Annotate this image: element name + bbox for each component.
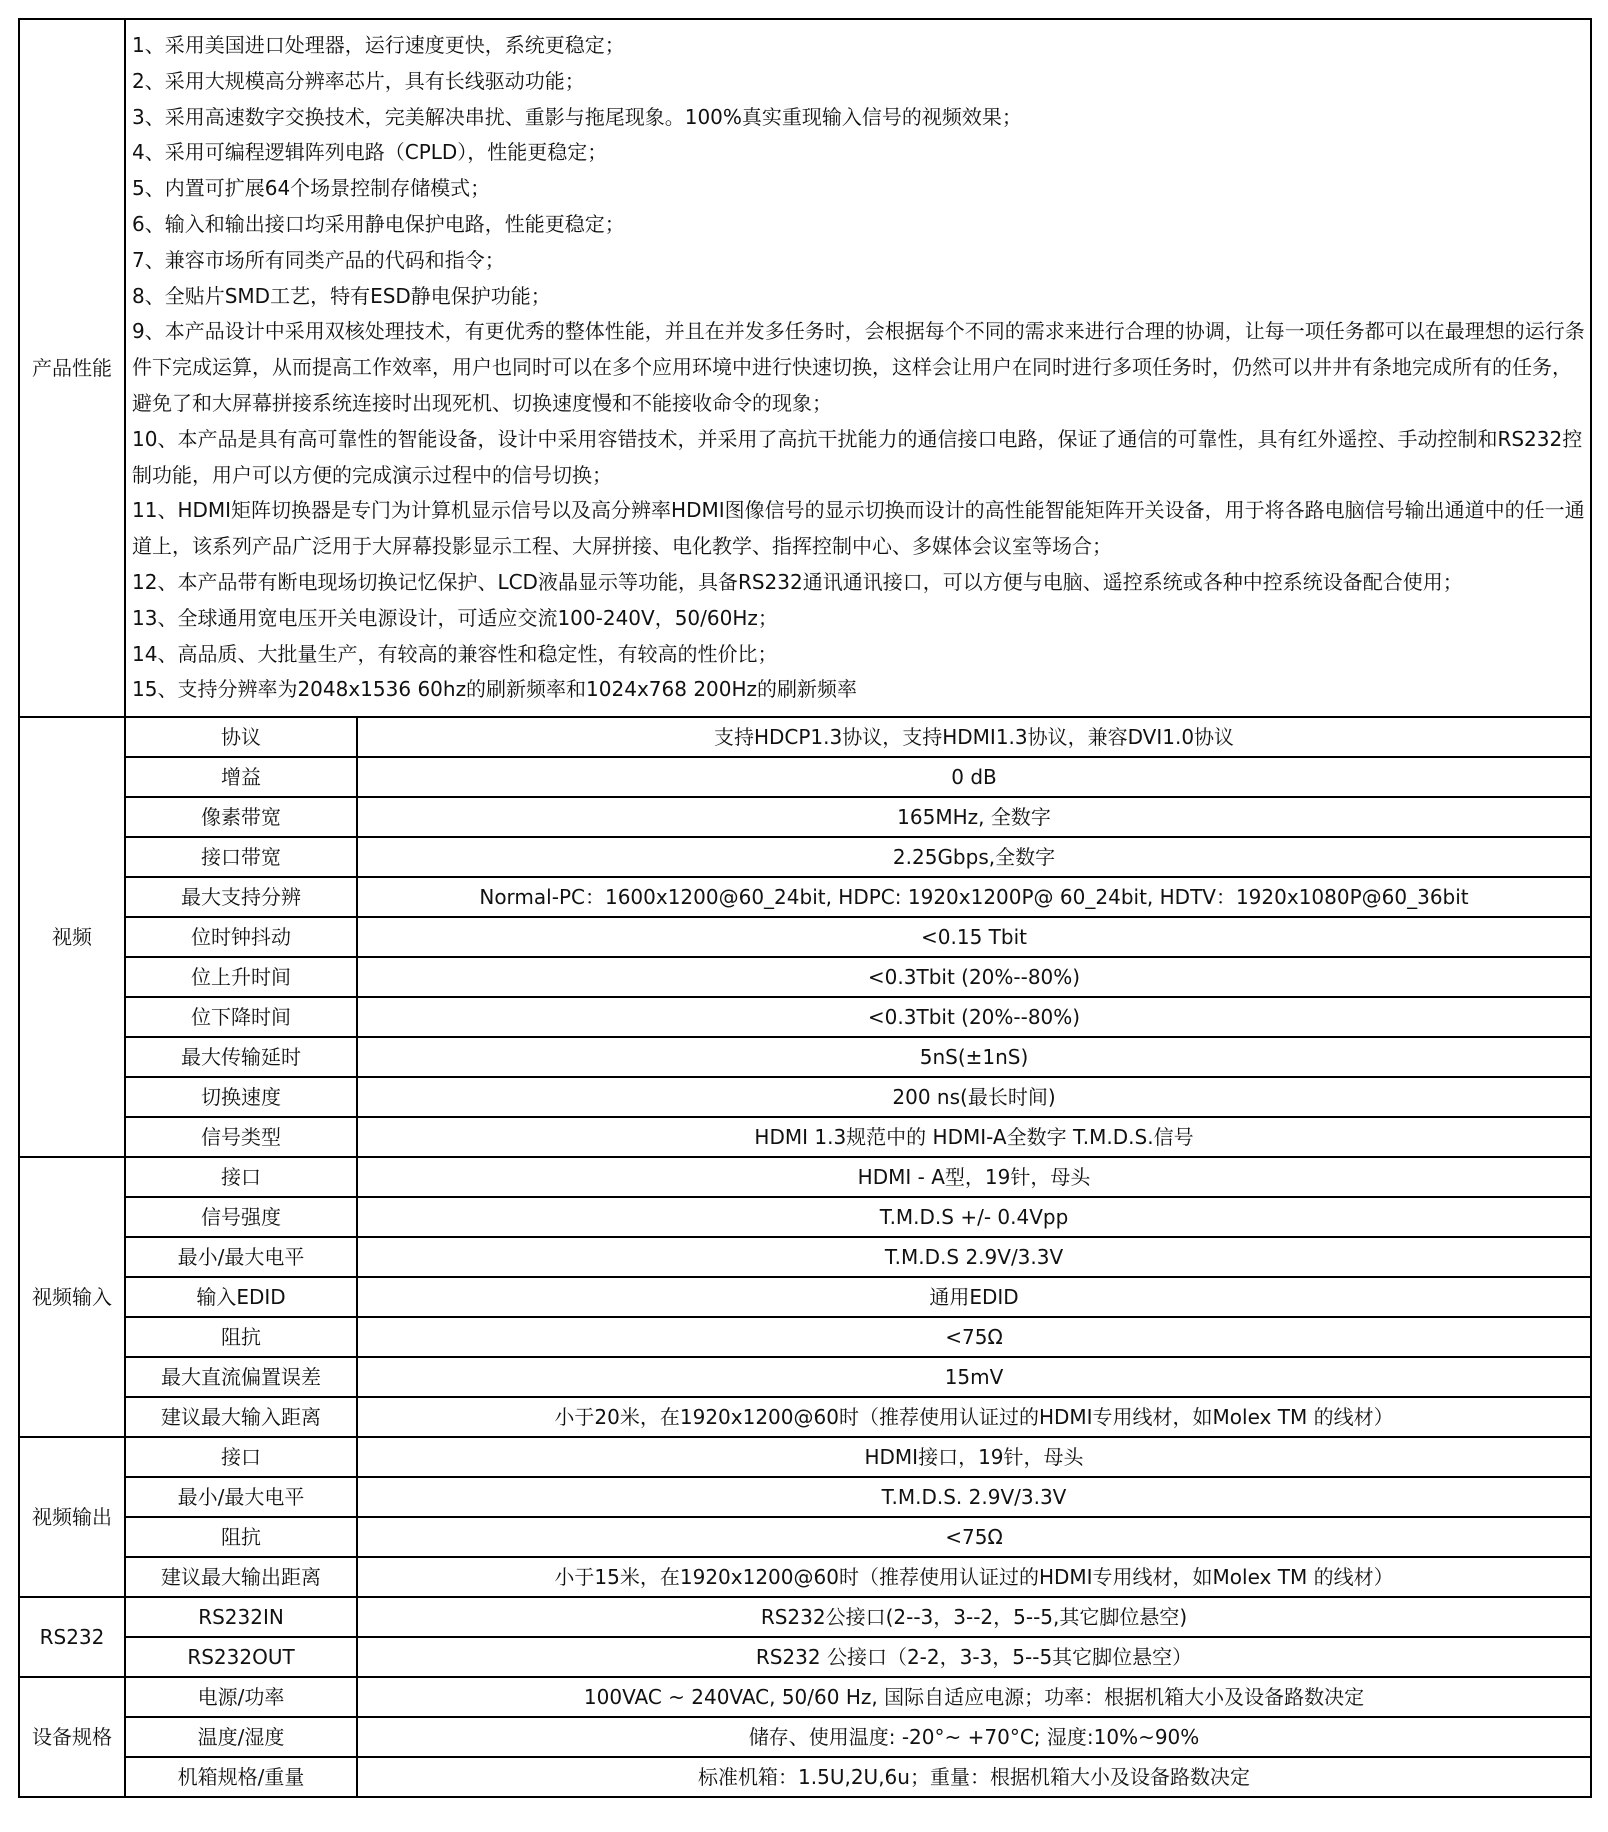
spec-value: 小于20米，在1920x1200@60时（推荐使用认证过的HDMI专用线材，如Molex TM 的线材） bbox=[357, 1397, 1591, 1437]
spec-key: 协议 bbox=[125, 717, 357, 757]
spec-key: 信号强度 bbox=[125, 1197, 357, 1237]
spec-row bbox=[19, 1517, 1591, 1557]
spec-key: 位下降时间 bbox=[125, 997, 357, 1037]
spec-value: RS232公接口(2--3，3--2，5--5,其它脚位悬空) bbox=[357, 1597, 1591, 1637]
spec-value: <0.3Tbit (20%--80%) bbox=[357, 997, 1591, 1037]
spec-row bbox=[19, 1397, 1591, 1437]
performance-list bbox=[125, 19, 1591, 717]
group-label: 视频 bbox=[19, 717, 125, 1157]
spec-row bbox=[19, 1717, 1591, 1757]
spec-value: HDMI 1.3规范中的 HDMI-A全数字 T.M.D.S.信号 bbox=[357, 1117, 1591, 1157]
spec-key: 最大直流偏置误差 bbox=[125, 1357, 357, 1397]
performance-item: 12、本产品带有断电现场切换记忆保护、LCD液晶显示等功能，具备RS232通讯通讯接口，可以方便与电脑、遥控系统或各种中控系统设备配合使用； bbox=[132, 569, 1463, 594]
spec-row bbox=[19, 1357, 1591, 1397]
performance-item: 11、HDMI矩阵切换器是专门为计算机显示信号以及高分辨率HDMI图像信号的显示切换而设计的高性能智能矩阵开关设备，用于将各路电脑信号输出通道中的任一通道上，该系列产品广泛用于大屏幕投影显示工程、大屏拼接、电化教学、指挥控制中心、多媒体会议室等场合； bbox=[132, 498, 1585, 559]
performance-item: 8、全贴片SMD工艺，特有ESD静电保护功能； bbox=[132, 283, 551, 308]
spec-value: 5nS(±1nS) bbox=[357, 1037, 1591, 1077]
spec-key: 电源/功率 bbox=[125, 1677, 357, 1717]
spec-row bbox=[19, 1117, 1591, 1157]
spec-key: 增益 bbox=[125, 757, 357, 797]
performance-row bbox=[19, 19, 1591, 717]
spec-row bbox=[19, 1317, 1591, 1357]
spec-value: 支持HDCP1.3协议，支持HDMI1.3协议，兼容DVI1.0协议 bbox=[357, 717, 1591, 757]
spec-row bbox=[19, 997, 1591, 1037]
performance-item: 15、支持分辨率为2048x1536 60hz的刷新频率和1024x768 200Hz的刷新频率 bbox=[132, 677, 858, 702]
performance-item: 9、本产品设计中采用双核处理技术，有更优秀的整体性能，并且在并发多任务时，会根据每个不同的需求来进行合理的协调，让每一项任务都可以在最理想的运行条件下完成运算，从而提高工作效率，用户也同时可以在多个应用环境中进行快速切换，这样会让用户在同时进行多项任务时，仍然可以井井有条地完成所有的任务，避免了和大屏幕拼接系统连接时出现死机、切换速度慢和不能接收命令的现象； bbox=[132, 319, 1585, 415]
spec-value: 200 ns(最长时间) bbox=[357, 1077, 1591, 1117]
group-label: 视频输入 bbox=[19, 1157, 125, 1437]
spec-value: T.M.D.S +/- 0.4Vpp bbox=[357, 1197, 1591, 1237]
spec-row bbox=[19, 797, 1591, 837]
spec-row bbox=[19, 917, 1591, 957]
spec-row bbox=[19, 757, 1591, 797]
performance-item: 1、采用美国进口处理器，运行速度更快，系统更稳定； bbox=[132, 33, 625, 57]
spec-key: 最小/最大电平 bbox=[125, 1477, 357, 1517]
spec-value: 通用EDID bbox=[357, 1277, 1591, 1317]
performance-item: 10、本产品是具有高可靠性的智能设备，设计中采用容错技术，并采用了高抗干扰能力的通信接口电路，保证了通信的可靠性，具有红外遥控、手动控制和RS232控制功能，用户可以方便的完成演示过程中的信号切换； bbox=[132, 426, 1583, 487]
spec-key: 最大传输延时 bbox=[125, 1037, 357, 1077]
performance-item: 3、采用高速数字交换技术，完美解决串扰、重影与拖尾现象。100%真实重现输入信号的视频效果； bbox=[132, 104, 1022, 129]
spec-row bbox=[19, 877, 1591, 917]
spec-key: 接口带宽 bbox=[125, 837, 357, 877]
spec-value: 2.25Gbps,全数字 bbox=[357, 837, 1591, 877]
spec-value: 小于15米，在1920x1200@60时（推荐使用认证过的HDMI专用线材，如Molex TM 的线材） bbox=[357, 1557, 1591, 1597]
spec-row bbox=[19, 717, 1591, 757]
spec-value: 165MHz, 全数字 bbox=[357, 797, 1591, 837]
spec-key: 最小/最大电平 bbox=[125, 1237, 357, 1277]
spec-value: HDMI接口，19针，母头 bbox=[357, 1437, 1591, 1477]
spec-key: 阻抗 bbox=[125, 1317, 357, 1357]
spec-table bbox=[18, 18, 1592, 1798]
performance-item: 4、采用可编程逻辑阵列电路（CPLD），性能更稳定； bbox=[132, 140, 608, 165]
spec-value: Normal-PC：1600x1200@60_24bit, HDPC: 1920x1200P@ 60_24bit, HDTV：1920x1080P@60_36bit bbox=[357, 877, 1591, 917]
spec-key: 机箱规格/重量 bbox=[125, 1757, 357, 1797]
spec-key: 信号类型 bbox=[125, 1117, 357, 1157]
spec-row bbox=[19, 1437, 1591, 1477]
spec-value: <0.3Tbit (20%--80%) bbox=[357, 957, 1591, 997]
spec-key: 接口 bbox=[125, 1437, 357, 1477]
spec-key: 像素带宽 bbox=[125, 797, 357, 837]
spec-row bbox=[19, 1557, 1591, 1597]
spec-key: 接口 bbox=[125, 1157, 357, 1197]
spec-key: 输入EDID bbox=[125, 1277, 357, 1317]
performance-item: 6、输入和输出接口均采用静电保护电路，性能更稳定； bbox=[132, 211, 625, 236]
spec-key: 切换速度 bbox=[125, 1077, 357, 1117]
spec-key: RS232OUT bbox=[125, 1637, 357, 1677]
spec-value: HDMI - A型，19针，母头 bbox=[357, 1157, 1591, 1197]
spec-value: <0.15 Tbit bbox=[357, 917, 1591, 957]
spec-row bbox=[19, 1157, 1591, 1197]
performance-item: 7、兼容市场所有同类产品的代码和指令； bbox=[132, 247, 505, 272]
performance-item: 2、采用大规模高分辨率芯片，具有长线驱动功能； bbox=[132, 68, 585, 93]
spec-row bbox=[19, 1197, 1591, 1237]
performance-item: 14、高品质、大批量生产，有较高的兼容性和稳定性，有较高的性价比； bbox=[132, 641, 778, 666]
spec-key: 建议最大输出距离 bbox=[125, 1557, 357, 1597]
spec-row bbox=[19, 1077, 1591, 1117]
spec-row bbox=[19, 1477, 1591, 1517]
spec-key: 最大支持分辨 bbox=[125, 877, 357, 917]
spec-key: 位上升时间 bbox=[125, 957, 357, 997]
spec-key: RS232IN bbox=[125, 1597, 357, 1637]
spec-table-body bbox=[19, 19, 1591, 1797]
performance-item: 5、内置可扩展64个场景控制存储模式； bbox=[132, 176, 491, 201]
spec-key: 阻抗 bbox=[125, 1517, 357, 1557]
performance-item: 13、全球通用宽电压开关电源设计，可适应交流100-240V，50/60Hz； bbox=[132, 605, 778, 630]
spec-row bbox=[19, 957, 1591, 997]
spec-key: 温度/湿度 bbox=[125, 1717, 357, 1757]
spec-value: 标准机箱：1.5U,2U,6u；重量：根据机箱大小及设备路数决定 bbox=[357, 1757, 1591, 1797]
spec-row bbox=[19, 1277, 1591, 1317]
spec-key: 建议最大输入距离 bbox=[125, 1397, 357, 1437]
spec-value: <75Ω bbox=[357, 1317, 1591, 1357]
spec-value: 100VAC ~ 240VAC, 50/60 Hz, 国际自适应电源；功率：根据机箱大小及设备路数决定 bbox=[357, 1677, 1591, 1717]
spec-value: 储存、使用温度: -20°~ +70°C; 湿度:10%~90% bbox=[357, 1717, 1591, 1757]
spec-value: 15mV bbox=[357, 1357, 1591, 1397]
spec-row bbox=[19, 1757, 1591, 1797]
spec-row bbox=[19, 1237, 1591, 1277]
group-label: RS232 bbox=[19, 1597, 125, 1677]
spec-row bbox=[19, 1037, 1591, 1077]
spec-value: T.M.D.S 2.9V/3.3V bbox=[357, 1237, 1591, 1277]
group-label: 设备规格 bbox=[19, 1677, 125, 1797]
spec-row bbox=[19, 1597, 1591, 1637]
spec-row bbox=[19, 1677, 1591, 1717]
spec-value: T.M.D.S. 2.9V/3.3V bbox=[357, 1477, 1591, 1517]
spec-value: RS232 公接口（2-2，3-3，5--5其它脚位悬空） bbox=[357, 1637, 1591, 1677]
spec-key: 位时钟抖动 bbox=[125, 917, 357, 957]
spec-value: <75Ω bbox=[357, 1517, 1591, 1557]
group-label: 视频输出 bbox=[19, 1437, 125, 1597]
performance-label: 产品性能 bbox=[19, 19, 125, 717]
spec-value: 0 dB bbox=[357, 757, 1591, 797]
spec-row bbox=[19, 837, 1591, 877]
spec-row bbox=[19, 1637, 1591, 1677]
